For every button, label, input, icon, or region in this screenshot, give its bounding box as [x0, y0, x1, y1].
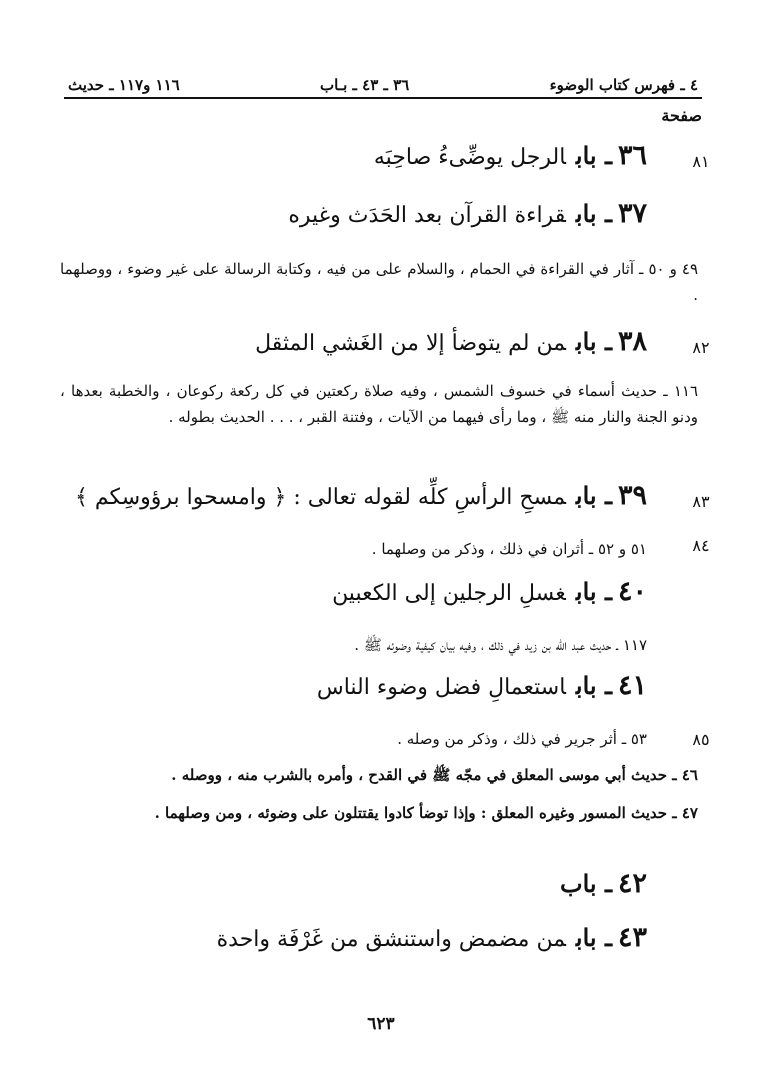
chapter-number: ٤٠ — [617, 576, 647, 607]
chapter-number: ٤٢ — [617, 868, 647, 899]
hadith-47: ٤٧ ـ حديث المسور وغيره المعلق : وإذا توضأ كادوا يقتتلون على وضوئه ، ومن وصلهما . — [154, 804, 698, 822]
header-center: ٣٦ ـ ٤٣ ـ بـاب — [320, 76, 410, 94]
chapter-bab: ـ باب — [560, 869, 612, 898]
hadith-117: ١١٧ ـ حديث عبد الله بن زيد في ذلك ، وفيه بيان كيفية وضوئه ﷺ . — [354, 636, 647, 654]
chapter-entry-42 — [117, 868, 647, 899]
chapter-bab: ـ باب — [575, 671, 612, 700]
page-ref-81: ٨١ — [692, 152, 710, 171]
page-ref-85: ٨٥ — [692, 730, 710, 749]
chapter-bab: ـ باب — [575, 577, 612, 606]
chapter-entry-38 — [117, 326, 647, 357]
chapter-entry-36 — [117, 140, 647, 171]
chapter-title: الرجل يوضِّىءُ صاحِبَه — [373, 145, 566, 170]
chapter-number: ٤٣ — [617, 922, 647, 953]
page-number: ٦٢٣ — [367, 1014, 395, 1034]
narration-53: ٥٣ ـ أثر جرير في ذلك ، وذكر من وصله . — [397, 730, 647, 748]
chapter-title: قراءة القرآن بعد الحَدَث وغيره — [288, 203, 566, 228]
page-ref-84: ٨٤ — [692, 536, 710, 555]
chapter-entry-37 — [117, 198, 647, 229]
narration-51-52: ٥١ و ٥٢ ـ أثران في ذلك ، وذكر من وصلهما . — [371, 540, 647, 558]
chapter-title: مسحِ الرأسِ كلِّه لقوله تعالى : ﴿ وامسحوا برؤوسِكم ﴾ — [75, 485, 566, 510]
header-rule — [64, 97, 702, 99]
running-header — [64, 68, 702, 94]
chapter-title: غسلِ الرجلين إلى الكعبين — [332, 581, 566, 606]
chapter-entry-41 — [117, 670, 647, 701]
header-right: ٤ ـ فهرس كتاب الوضوء — [549, 76, 698, 94]
chapter-number: ٤١ — [617, 670, 647, 701]
chapter-number: ٣٨ — [617, 326, 647, 357]
chapter-title: من مضمض واستنشق من غَرْفَة واحدة — [216, 927, 566, 952]
chapter-number: ٣٧ — [617, 198, 647, 229]
header-left: ١١٦ و١١٧ ـ حديث — [68, 76, 180, 94]
page-column-label: صفحة — [661, 106, 702, 125]
hadith-116: ١١٦ ـ حديث أسماء في خسوف الشمس ، وفيه صلاة ركعتين في كل ركعة ركوعان ، والخطبة بعدها ، ودنو الجنة والنار منه ﷺ ، وما رأى فيهما من الآيات ، وفتنة القبر ، . . . الحديث بطوله . — [60, 382, 698, 426]
chapter-entry-43 — [117, 922, 647, 953]
chapter-bab: ـ باب — [575, 923, 612, 952]
chapter-number: ٣٩ — [617, 480, 647, 511]
page-ref-83: ٨٣ — [692, 492, 710, 511]
chapter-entry-39 — [75, 480, 647, 511]
page-ref-82: ٨٢ — [692, 338, 710, 357]
chapter-bab: ـ باب — [575, 481, 612, 510]
chapter-entry-40 — [117, 576, 647, 607]
chapter-bab: ـ باب — [575, 141, 612, 170]
chapter-bab: ـ باب — [575, 327, 612, 356]
narration-49-50: ٤٩ و ٥٠ ـ آثار في القراءة في الحمام ، والسلام على من فيه ، وكتابة الرسالة على غير وضوء ، ووصلهما . — [60, 260, 699, 304]
hadith-46: ٤٦ ـ حديث أبي موسى المعلق في مجّه ﷺ في القدح ، وأمره بالشرب منه ، ووصله . — [171, 766, 698, 784]
chapter-number: ٣٦ — [617, 140, 647, 171]
chapter-bab: ـ باب — [575, 199, 612, 228]
chapter-title: من لم يتوضأ إلا من الغَشي المثقل — [255, 331, 566, 356]
chapter-title: استعمالِ فضل وضوء الناس — [316, 675, 566, 700]
